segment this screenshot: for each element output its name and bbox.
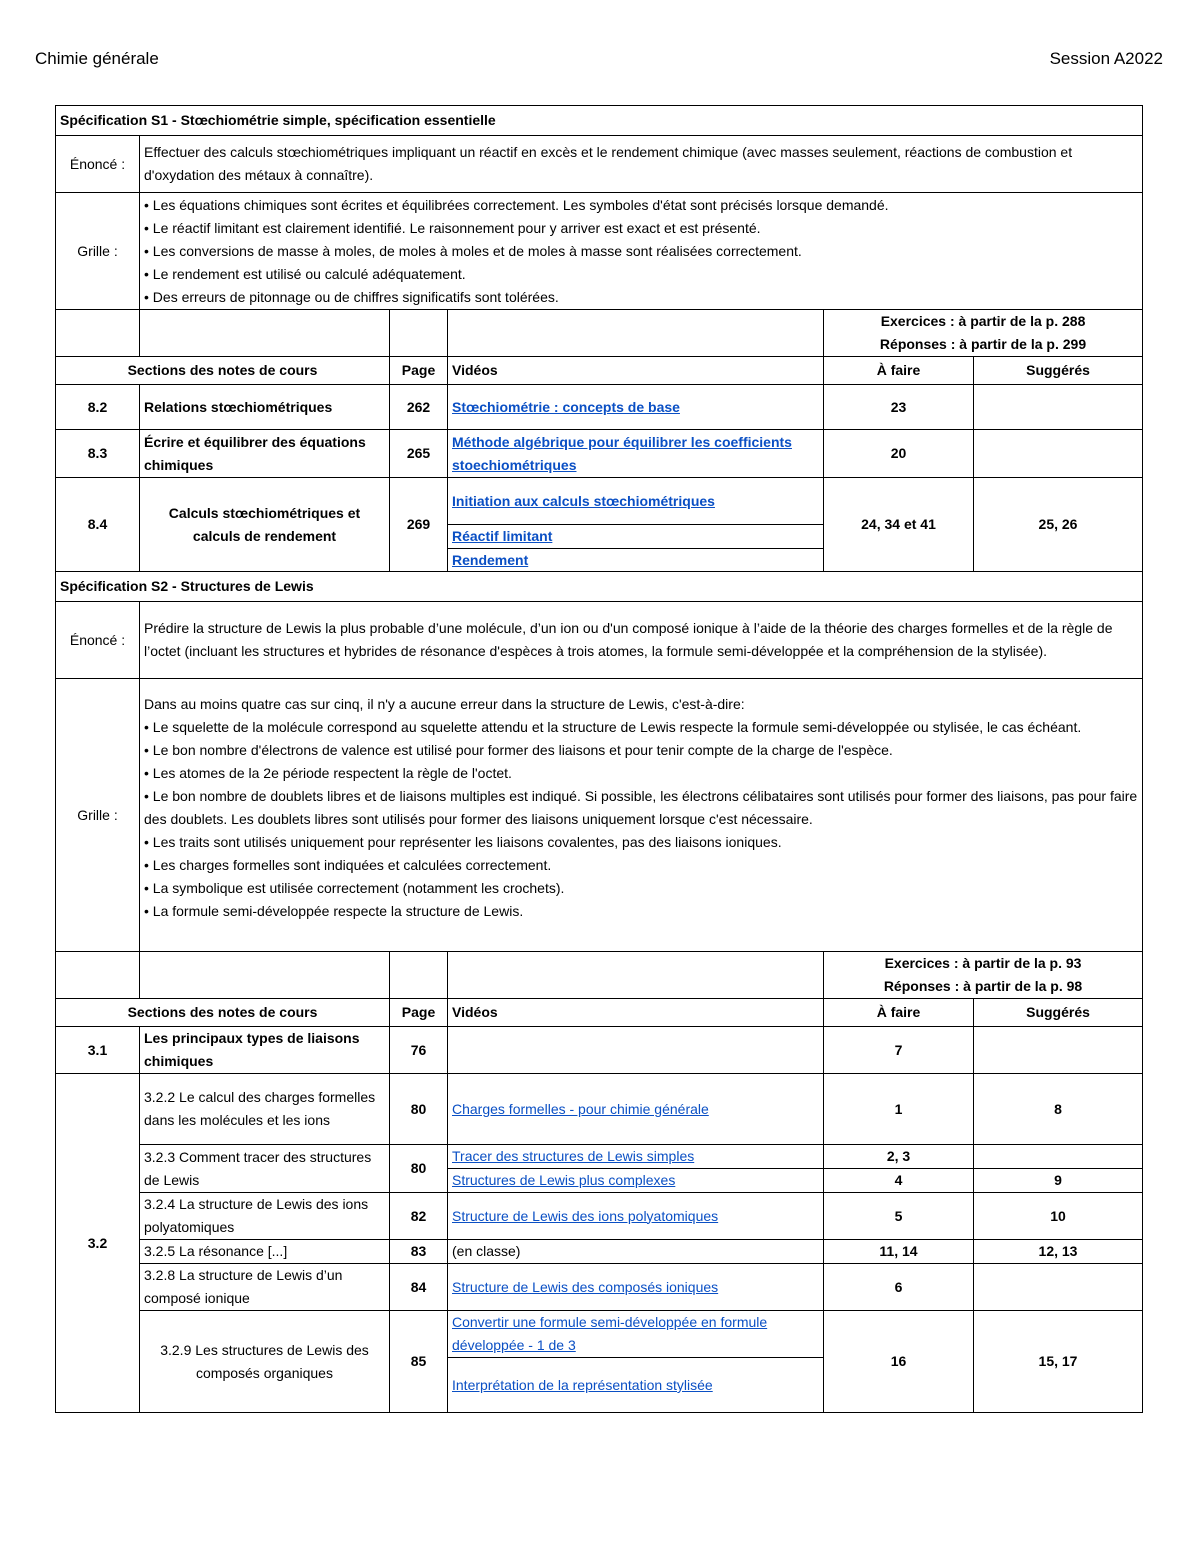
document-header-session: Session A2022 [1049, 49, 1163, 68]
video-link[interactable]: Structures de Lewis plus complexes [452, 1172, 676, 1188]
afaire-value: 5 [824, 1193, 974, 1240]
section-page: 80 [390, 1145, 448, 1193]
section-page: 83 [390, 1240, 448, 1264]
afaire-value: 4 [894, 1172, 903, 1188]
s1-col-afaire: À faire [824, 357, 974, 385]
s2-enonce-text: Prédire la structure de Lewis la plus probable d’une molécule, d’un ion ou d'un composé ionique à l’aide de la théorie des charges formelles et de la règle de l’octet (incluant les structures et hybrides de résonance d'espèces à trois atomes, la formule semi-développée et la compréhension de la stylisée). [140, 602, 1143, 679]
table-row [56, 478, 1143, 572]
s1-grille-item: • Le rendement est utilisé ou calculé adéquatement. [144, 265, 466, 282]
s2-grille-item: • Les traits sont utilisés uniquement pour représenter les liaisons covalentes, pas des liaisons ioniques. [144, 834, 782, 850]
table-row [56, 1074, 1143, 1145]
s2-grille-list [140, 679, 1143, 952]
suggeres-value: 25, 26 [974, 478, 1143, 572]
s2-grille-item: • Les atomes de la 2e période respectent la règle de l'octet. [144, 765, 512, 781]
section-title: 3.2.4 La structure de Lewis des ions polyatomiques [140, 1193, 390, 1240]
section-page: 76 [390, 1027, 448, 1074]
video-link[interactable]: Initiation aux calculs stœchiométriques [452, 493, 715, 509]
section-title: 3.2.5 La résonance [...] [140, 1240, 390, 1264]
section-page: 85 [390, 1311, 448, 1413]
suggeres-value: 12, 13 [974, 1240, 1143, 1264]
afaire-value: 7 [824, 1027, 974, 1074]
s1-grille-item: • Des erreurs de pitonnage ou de chiffres significatifs sont tolérées. [144, 288, 559, 305]
s1-enonce-text: Effectuer des calculs stœchiométriques impliquant un réactif en excès et le rendement chimique (avec masses seulement, réactions de combustion et d'oxydation des métaux à connaître). [140, 136, 1143, 193]
s2-enonce-label: Énoncé : [56, 602, 140, 679]
s2-grille-row [56, 679, 1143, 952]
section-page: 269 [390, 478, 448, 572]
table-row [56, 1264, 1143, 1311]
s2-grille-item: • Le bon nombre d'électrons de valence est utilisé pour former des liaisons et pour tenir compte de la charge de l'espèce. [144, 742, 893, 758]
s2-grille-item: • La symbolique est utilisée correctement (notamment les crochets). [144, 880, 565, 896]
section-page: 265 [390, 430, 448, 478]
suggeres-value: 9 [1054, 1172, 1062, 1188]
s2-col-sections: Sections des notes de cours [56, 999, 390, 1027]
specification-table [55, 105, 1143, 1413]
video-list [448, 1145, 824, 1193]
s2-enonce-row [56, 602, 1143, 679]
afaire-list [824, 1145, 974, 1193]
afaire-value: 1 [824, 1074, 974, 1145]
s2-title: Spécification S2 - Structures de Lewis [56, 572, 1143, 602]
afaire-value: 11, 14 [824, 1240, 974, 1264]
table-row [56, 430, 1143, 478]
section-number: 8.3 [56, 430, 140, 478]
suggeres-list [974, 1145, 1143, 1193]
video-list [448, 1311, 824, 1413]
section-number: 3.1 [56, 1027, 140, 1074]
document-header-course: Chimie générale [35, 49, 159, 68]
video-link[interactable]: Interprétation de la représentation stylisée [452, 1377, 713, 1393]
s2-exercices-info [824, 952, 1143, 999]
s1-col-sections: Sections des notes de cours [56, 357, 390, 385]
s2-exercices-text: Exercices : à partir de la p. 93 [884, 955, 1082, 971]
afaire-value: 6 [824, 1264, 974, 1311]
afaire-value: 23 [824, 385, 974, 430]
s1-title: Spécification S1 - Stœchiométrie simple, spécification essentielle [56, 106, 1143, 136]
video-link[interactable]: Structure de Lewis des composés ioniques [452, 1278, 719, 1295]
section-title: 3.2.3 Comment tracer des structures de Lewis [140, 1145, 390, 1193]
s2-exercices-row [56, 952, 1143, 999]
section-page: 80 [390, 1074, 448, 1145]
s2-reponses-text: Réponses : à partir de la p. 98 [883, 978, 1083, 994]
section-number: 8.4 [56, 478, 140, 572]
section-number: 8.2 [56, 385, 140, 430]
video-link[interactable]: Stœchiométrie : concepts de base [452, 398, 680, 415]
suggeres-value [974, 385, 1143, 430]
video-link[interactable]: Structure de Lewis des ions polyatomiques [452, 1207, 719, 1224]
afaire-value: 24, 34 et 41 [824, 478, 974, 572]
suggeres-value: 8 [974, 1074, 1143, 1145]
s1-grille-item: • Les équations chimiques sont écrites et équilibrées correctement. Les symboles d'état sont précisés lorsque demandé. [144, 196, 889, 213]
afaire-value: 2, 3 [824, 1145, 973, 1169]
s2-grille-item: • Les charges formelles sont indiquées et calculées correctement. [144, 857, 552, 873]
afaire-value: 16 [824, 1311, 974, 1413]
s1-col-videos: Vidéos [448, 357, 824, 385]
section-number: 3.2 [56, 1074, 140, 1413]
s1-grille-label: Grille : [56, 193, 140, 310]
section-title: Les principaux types de liaisons chimiques [140, 1027, 390, 1074]
s1-grille-list [140, 193, 1143, 310]
s1-enonce-label: Énoncé : [56, 136, 140, 193]
video-link[interactable]: Convertir une formule semi-développée en formule développée - 1 de 3 [452, 1314, 768, 1353]
s1-grille-item: • Le réactif limitant est clairement identifié. Le raisonnement pour y arriver est exact et est présenté. [144, 219, 761, 236]
section-page: 82 [390, 1193, 448, 1240]
s1-grille-row [56, 193, 1143, 310]
s1-exercices-info [824, 310, 1143, 357]
video-link[interactable]: Charges formelles - pour chimie générale [452, 1100, 709, 1117]
section-title: Écrire et équilibrer des équations chimiques [140, 430, 390, 478]
table-row [56, 1193, 1143, 1240]
s2-grille-item: • Le bon nombre de doublets libres et de liaisons multiples est indiqué. Si possible, les électrons célibataires sont utilisés pour former des liaisons, pas pour faire des doublets. Les doublets libres sont utilisés pour former des liaisons uniquement lorsque c'est nécessaire. [144, 788, 1138, 827]
s1-title-row [56, 106, 1143, 136]
section-title: 3.2.8 La structure de Lewis d’un composé ionique [140, 1264, 390, 1311]
s1-col-page: Page [390, 357, 448, 385]
section-page: 262 [390, 385, 448, 430]
video-link[interactable]: Rendement [452, 552, 529, 568]
video-link[interactable]: Réactif limitant [452, 528, 553, 544]
section-title: 3.2.9 Les structures de Lewis des composés organiques [140, 1311, 390, 1413]
table-row [56, 1240, 1143, 1264]
s2-grille-item: • La formule semi-développée respecte la structure de Lewis. [144, 903, 524, 919]
s2-grille-intro: Dans au moins quatre cas sur cinq, il n'y a aucune erreur dans la structure de Lewis, c'est-à-dire: [144, 696, 745, 712]
s1-column-headers [56, 357, 1143, 385]
table-row [56, 1027, 1143, 1074]
suggeres-value: 10 [974, 1193, 1143, 1240]
s1-enonce-row [56, 136, 1143, 193]
s2-col-suggeres: Suggérés [974, 999, 1143, 1027]
section-title: Calculs stœchiométriques et calculs de rendement [140, 478, 390, 572]
video-note: (en classe) [448, 1240, 824, 1264]
video-link[interactable]: Méthode algébrique pour équilibrer les coefficients stoechiométriques [452, 433, 792, 473]
s2-col-page: Page [390, 999, 448, 1027]
section-title: 3.2.2 Le calcul des charges formelles dans les molécules et les ions [140, 1074, 390, 1145]
suggeres-value: 15, 17 [974, 1311, 1143, 1413]
table-row [56, 385, 1143, 430]
s2-col-afaire: À faire [824, 999, 974, 1027]
s1-exercices-row [56, 310, 1143, 357]
s2-title-row [56, 572, 1143, 602]
s2-grille-label: Grille : [56, 679, 140, 952]
suggeres-value [974, 430, 1143, 478]
s2-grille-item: • Le squelette de la molécule correspond au squelette attendu et la structure de Lewis respecte la formule semi-développée ou stylisée, le cas échéant. [144, 719, 1082, 735]
section-title: Relations stœchiométriques [140, 385, 390, 430]
s1-grille-item: • Les conversions de masse à moles, de moles à moles et de moles à masse sont réalisées correctement. [144, 242, 802, 259]
s1-exercices-text: Exercices : à partir de la p. 288 [880, 313, 1086, 329]
section-page: 84 [390, 1264, 448, 1311]
table-row [56, 1145, 1143, 1193]
video-link[interactable]: Tracer des structures de Lewis simples [452, 1148, 695, 1164]
s2-column-headers [56, 999, 1143, 1027]
video-list [448, 478, 824, 572]
s2-col-videos: Vidéos [448, 999, 824, 1027]
table-row [56, 1311, 1143, 1413]
afaire-value: 20 [824, 430, 974, 478]
s1-col-suggeres: Suggérés [974, 357, 1143, 385]
s1-reponses-text: Réponses : à partir de la p. 299 [879, 336, 1087, 352]
